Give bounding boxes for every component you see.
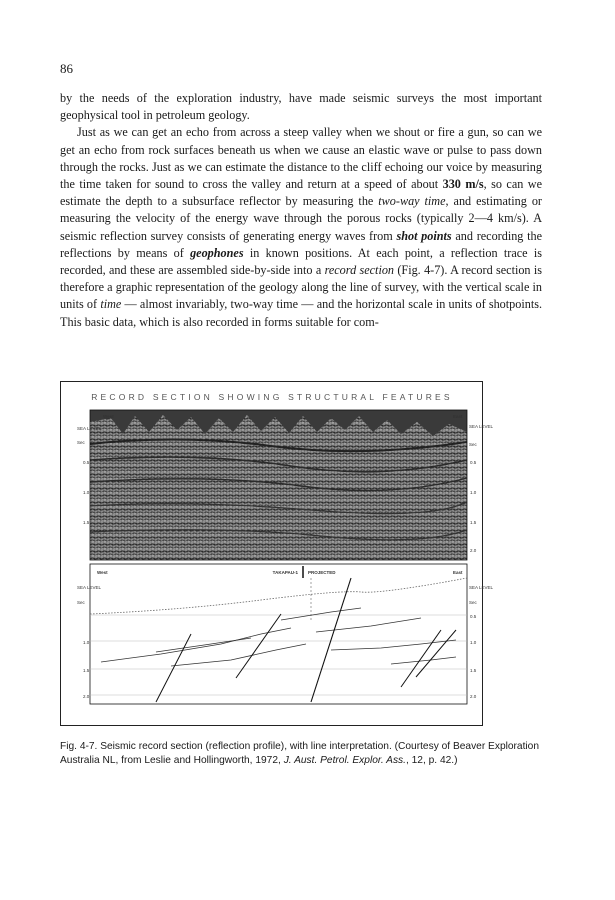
bottom-tick-right-0: 0.5 xyxy=(470,614,477,619)
top-tick-right-1: 1.0 xyxy=(470,490,477,495)
figure-caption xyxy=(60,740,550,767)
bottom-sec-left: Sec xyxy=(77,600,85,605)
text-run: — almost invariably, two-way time — and the horizontal scale in units of shotpoints. This basic data, which is also recorded in forms suitable for com- xyxy=(60,297,543,329)
top-tick-right-3: 2.0 xyxy=(470,548,477,553)
top-tick-left-1: 1.0 xyxy=(83,490,90,495)
term-time: time xyxy=(100,297,122,312)
bottom-east-label: East xyxy=(453,570,463,575)
bottom-tick-right-3: 2.0 xyxy=(470,694,477,699)
top-west-label: West xyxy=(103,414,114,419)
top-sea-level-right: SEA LEVEL xyxy=(469,424,494,429)
term-shot-points: shot points xyxy=(396,228,452,243)
top-tick-right-0: 0.5 xyxy=(470,460,477,465)
term-two-way-time: two-way time xyxy=(378,194,446,209)
bottom-tick-left-0: 1.0 xyxy=(83,640,90,645)
top-sea-level-left: SEA LEVEL xyxy=(77,426,102,431)
text-run: in known positions. At each point, a reflection trace is recorded, and these are assembled side-by-side into a xyxy=(60,245,542,278)
caption-journal: J. Aust. Petrol. Explor. Ass. xyxy=(283,754,406,766)
text-run: , and estimating or measuring the velocity of the energy wave through the porous rocks (typically 2—4 km/s). A seismic reflection survey consists of generating energy waves from xyxy=(60,194,542,243)
bottom-tick-left-1: 1.5 xyxy=(83,668,90,673)
text-run: Just as we can get an echo from across a steep valley when we shout or fire a gun, so can we get an echo from rock surfaces beneath us when we cause an elastic wave or pulse to pass down through the rocks. Just as we can estimate the distance to the cliff echoing our voice by measuring the time taken for sound to cross the valley and return at a speed of about xyxy=(60,125,542,192)
body-text xyxy=(60,90,542,331)
top-tick-right-2: 1.5 xyxy=(470,520,477,525)
top-sec-left: Sec xyxy=(77,440,85,445)
bottom-tick-right-1: 1.0 xyxy=(470,640,477,645)
seismic-figure xyxy=(61,382,494,727)
paragraph-1: by the needs of the exploration industry, have made seismic surveys the most important geophysical tool in petroleum geology. xyxy=(60,91,542,123)
record-section-panel xyxy=(77,410,494,560)
text-run: and recording the reflections by means of xyxy=(60,228,543,260)
bottom-tick-left-2: 2.0 xyxy=(83,694,90,699)
top-tick-left-2: 1.5 xyxy=(83,520,90,525)
term-geophones: geophones xyxy=(190,245,244,260)
well-label: TAKAPAU-1 xyxy=(272,570,298,575)
text-run: (Fig. 4-7). A record section is therefore a graphic representation of the geology along the line of survey, with the vertical scale in units of xyxy=(60,263,542,312)
term-record-section: record section xyxy=(324,263,395,278)
bottom-sea-level-left: SEA LEVEL xyxy=(77,585,102,590)
bottom-tick-right-2: 1.5 xyxy=(470,668,477,673)
caption-text: Fig. 4-7. Seismic record section (reflection profile), with line interpretation. (Courtesy of Beaver Exploration Australia NL, from Leslie and Hollingworth, 1972, xyxy=(60,741,540,766)
caption-text-end: , 12, p. 42.) xyxy=(405,754,458,766)
text-run: , so can we estimate the depth to a subsurface reflector by measuring the xyxy=(60,177,542,209)
interpretation-panel xyxy=(77,564,494,704)
figure-4-7 xyxy=(60,381,494,726)
top-sec-right: Sec xyxy=(469,442,477,447)
figure-title: RECORD SECTION SHOWING STRUCTURAL FEATURES xyxy=(91,392,453,402)
page-number: 86 xyxy=(60,61,73,76)
projected-label: PROJECTED xyxy=(308,570,336,575)
bottom-sea-level-right: SEA LEVEL xyxy=(469,585,494,590)
bottom-sec-right: Sec xyxy=(469,600,477,605)
speed-value: 330 m/s xyxy=(442,177,484,192)
bottom-west-label: West xyxy=(97,570,108,575)
paragraph-2 xyxy=(60,124,542,330)
top-east-label: East xyxy=(453,414,463,419)
top-tick-left-0: 0.5 xyxy=(83,460,90,465)
